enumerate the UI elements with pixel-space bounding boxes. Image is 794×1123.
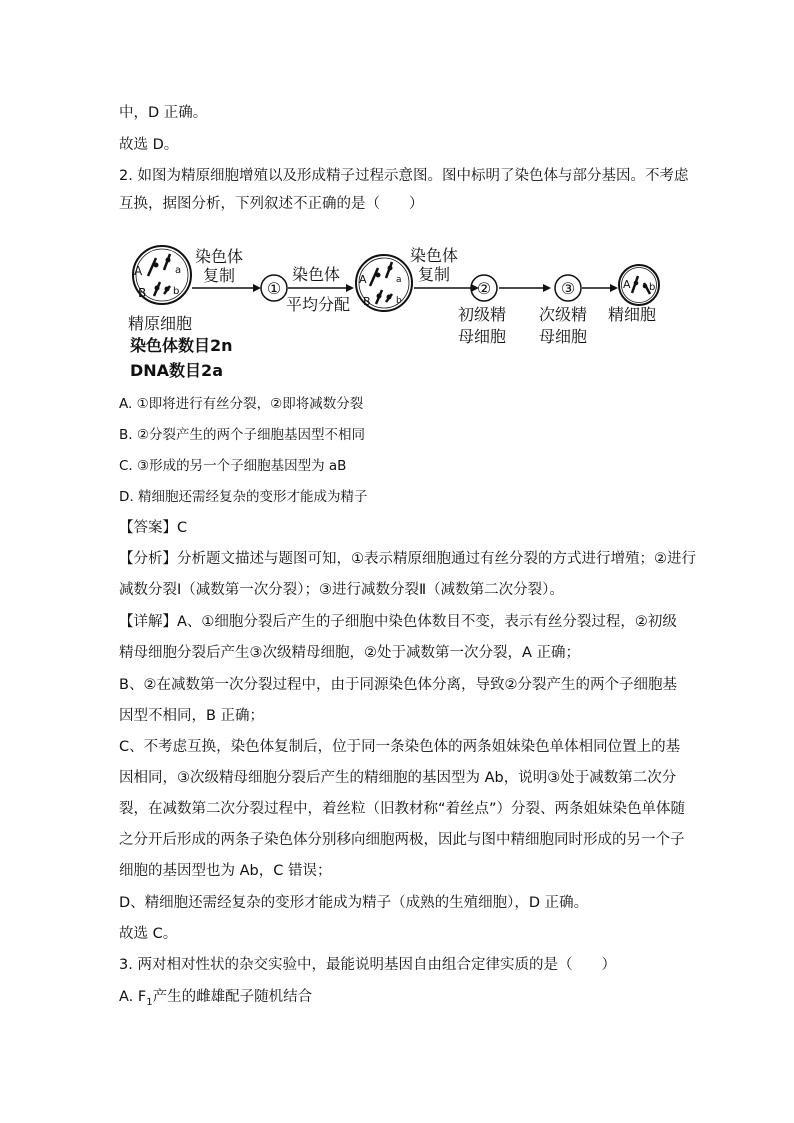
cell-1-label: ① — [266, 279, 282, 298]
spermatogenesis-diagram — [120, 238, 680, 388]
gene-label: A — [359, 273, 367, 286]
gene-label: a — [396, 275, 402, 285]
option-d: D. 精细胞还需经复杂的变形才能成为精子 — [119, 489, 368, 505]
question-3-stem: 3. 两对相对性状的杂交实验中，最能说明基因自由组合定律实质的是（ ） — [119, 957, 616, 973]
option-c: C. ③形成的另一个子细胞基因型为 aB — [119, 458, 347, 474]
arrow-1-label-bottom: 复制 — [203, 266, 236, 285]
detail-line: 细胞的基因型也为 Ab，C 错误； — [119, 863, 332, 879]
gene-label: b — [649, 282, 656, 293]
detail-line: 【详解】A、①细胞分裂后产生的子细胞中染色体数目不变，表示有丝分裂过程，②初级 — [119, 614, 677, 630]
detail-line: 精母细胞分裂后产生③次级精母细胞，②处于减数第一次分裂，A 正确； — [119, 645, 581, 661]
arrow-2-label-top: 染色体 — [292, 265, 341, 284]
detail-line: D、精细胞还需经复杂的变形才能成为精子（成熟的生殖细胞），D 正确。 — [119, 895, 589, 911]
text-line: 故选 D。 — [119, 137, 179, 153]
daughter-spermatogonium-cell — [356, 255, 412, 311]
cell-3-label: ③ — [560, 279, 576, 298]
label-sperm: 精细胞 — [608, 305, 657, 324]
gene-label: A — [134, 264, 143, 278]
spermatogonium-cell — [133, 246, 191, 304]
option-prefix: A. F — [119, 989, 147, 1005]
label-dna-count: DNA数目2a — [130, 361, 223, 380]
arrow-2-label-bottom: 平均分配 — [286, 295, 351, 314]
analysis-line: 减数分裂Ⅰ（减数第一次分裂）；③进行减数分裂Ⅱ（减数第二次分裂）。 — [119, 582, 564, 598]
label-primary-2: 母细胞 — [458, 327, 507, 346]
question-2-stem-cont: 互换，据图分析，下列叙述不正确的是（ ） — [119, 196, 424, 212]
option-b: B. ②分裂产生的两个子细胞基因型不相同 — [119, 427, 365, 443]
arrow-3-label-top: 染色体 — [410, 246, 459, 265]
label-secondary-1: 次级精 — [539, 305, 588, 324]
gene-label: A — [623, 278, 631, 291]
label-secondary-2: 母细胞 — [539, 327, 588, 346]
label-chromosome-count: 染色体数目2n — [130, 336, 233, 355]
analysis-line: 【分析】分析题文描述与题图可知，①表示精原细胞通过有丝分裂的方式进行增殖；②进行 — [119, 551, 696, 567]
detail-line: 裂，在减数第二次分裂过程中，着丝粒（旧教材称“着丝点”）分裂、两条姐妹染色单体随 — [119, 801, 686, 817]
question-3-option-a — [119, 987, 312, 1013]
option-text: 产生的雌雄配子随机结合 — [152, 989, 313, 1005]
answer: 【答案】C — [119, 520, 188, 536]
cell-2-label: ② — [476, 279, 492, 298]
detail-line: C、不考虑互换，染色体复制后，位于同一条染色体的两条姐妹染色单体相同位置上的基 — [119, 739, 681, 755]
question-2-stem: 2. 如图为精原细胞增殖以及形成精子过程示意图。图中标明了染色体与部分基因。不考虑 — [119, 168, 689, 184]
label-spermatogonium: 精原细胞 — [128, 314, 193, 333]
detail-line: 因相同，③次级精母细胞分裂后产生的精细胞的基因型为 Ab，说明③处于减数第二次分 — [119, 770, 677, 786]
subscript: 1 — [146, 996, 153, 1008]
gene-label: a — [175, 265, 182, 276]
gene-label: b — [396, 296, 402, 306]
gene-label: b — [173, 286, 180, 297]
option-a: A. ①即将进行有丝分裂，②即将减数分裂 — [119, 396, 364, 412]
sperm-cell — [619, 265, 659, 305]
arrow-3-label-bottom: 复制 — [418, 265, 451, 284]
detail-line: 之分开后形成的两条子染色体分别移向细胞两极，因此与图中精细胞同时形成的另一个子 — [119, 832, 685, 848]
text-line: 中，D 正确。 — [119, 105, 208, 121]
gene-label: B — [138, 286, 147, 300]
gene-label: B — [363, 295, 371, 308]
detail-line: 故选 C。 — [119, 926, 178, 942]
detail-line: B、②在减数第一次分裂过程中，由于同源染色体分离，导致②分裂产生的两个子细胞基 — [119, 677, 677, 693]
arrow-1-label-top: 染色体 — [195, 247, 244, 266]
label-primary-1: 初级精 — [458, 305, 507, 324]
detail-line: 因型不相同，B 正确； — [119, 708, 265, 724]
